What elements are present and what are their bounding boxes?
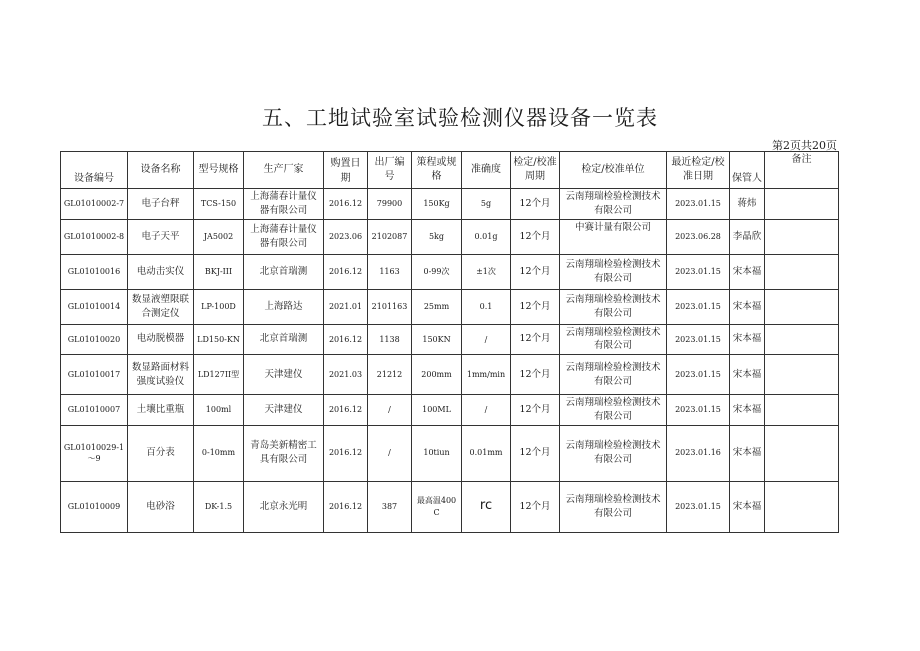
cell-accuracy: 0.01g	[462, 219, 511, 254]
cell-period: 12个月	[511, 425, 560, 481]
cell-name: 土壤比重瓶	[128, 395, 194, 426]
cell-model: LD150-KN	[194, 324, 244, 355]
cell-keeper: 蒋炜	[730, 189, 765, 220]
cell-model: 100ml	[194, 395, 244, 426]
cell-remark	[765, 189, 839, 220]
cell-remark	[765, 425, 839, 481]
cell-name: 电动脱模器	[128, 324, 194, 355]
cell-name: 电子台秤	[128, 189, 194, 220]
table-row	[61, 324, 839, 355]
header-accuracy: 准确度	[462, 152, 511, 189]
cell-last: 2023.01.15	[667, 289, 730, 324]
cell-unit: 云南翔瑞检验检测技术有限公司	[560, 355, 667, 395]
cell-unit: 云南翔瑞检验检测技术有限公司	[560, 481, 667, 532]
header-purchase: 购置日期	[324, 152, 368, 189]
cell-purchase: 2021.01	[324, 289, 368, 324]
cell-name: 数显液塑限联合测定仪	[128, 289, 194, 324]
cell-range: 0-99次	[412, 254, 462, 289]
cell-remark	[765, 289, 839, 324]
cell-maker: 上海路达	[244, 289, 324, 324]
cell-keeper: 宋本福	[730, 355, 765, 395]
cell-remark	[765, 481, 839, 532]
cell-serial: /	[368, 425, 412, 481]
header-row	[61, 152, 839, 189]
cell-range: 200mm	[412, 355, 462, 395]
cell-name: 数显路面材料强度试验仪	[128, 355, 194, 395]
equipment-table	[60, 151, 839, 533]
cell-last: 2023.01.15	[667, 324, 730, 355]
cell-code: GL01010029-1～9	[61, 425, 128, 481]
cell-period: 12个月	[511, 254, 560, 289]
cell-accuracy: ±1次	[462, 254, 511, 289]
cell-keeper: 宋本福	[730, 395, 765, 426]
cell-serial: 79900	[368, 189, 412, 220]
cell-purchase: 2016.12	[324, 189, 368, 220]
cell-keeper: 宋本福	[730, 425, 765, 481]
cell-unit: 云南翔瑞检验检测技术有限公司	[560, 425, 667, 481]
cell-model: LP-100D	[194, 289, 244, 324]
cell-keeper: 宋本福	[730, 254, 765, 289]
cell-code: GL01010016	[61, 254, 128, 289]
cell-serial: 2101163	[368, 289, 412, 324]
cell-serial: 2102087	[368, 219, 412, 254]
table-row	[61, 395, 839, 426]
header-code: 设备编号	[61, 152, 128, 189]
page-number: 第2页共20页	[772, 139, 837, 152]
cell-range: 25mm	[412, 289, 462, 324]
cell-unit: 云南翔瑞检验检测技术有限公司	[560, 395, 667, 426]
cell-range: 100ML	[412, 395, 462, 426]
cell-keeper: 宋本福	[730, 481, 765, 532]
cell-last: 2023.01.15	[667, 254, 730, 289]
cell-maker: 北京永光明	[244, 481, 324, 532]
cell-accuracy: /	[462, 395, 511, 426]
cell-serial: 1138	[368, 324, 412, 355]
cell-model: DK-1.5	[194, 481, 244, 532]
cell-maker: 天津建仪	[244, 355, 324, 395]
cell-code: GL01010007	[61, 395, 128, 426]
cell-purchase: 2016.12	[324, 481, 368, 532]
cell-remark	[765, 254, 839, 289]
cell-maker: 青岛美新精密工具有限公司	[244, 425, 324, 481]
table-row	[61, 189, 839, 220]
cell-purchase: 2016.12	[324, 395, 368, 426]
cell-range: 最高温400C	[412, 481, 462, 532]
cell-maker: 北京首瑞测	[244, 254, 324, 289]
cell-keeper: 宋本福	[730, 324, 765, 355]
cell-code: GL01010002-7	[61, 189, 128, 220]
cell-remark	[765, 324, 839, 355]
cell-remark	[765, 219, 839, 254]
cell-code: GL01010002-8	[61, 219, 128, 254]
cell-maker: 北京首瑞测	[244, 324, 324, 355]
cell-purchase: 2016.12	[324, 425, 368, 481]
cell-model: 0-10mm	[194, 425, 244, 481]
header-keeper: 保管人	[730, 152, 765, 189]
cell-period: 12个月	[511, 355, 560, 395]
header-maker: 生产厂家	[244, 152, 324, 189]
page-title: 五、工地试验室试验检测仪器设备一览表	[262, 106, 658, 130]
cell-purchase: 2016.12	[324, 324, 368, 355]
cell-accuracy: rc	[462, 481, 511, 532]
cell-period: 12个月	[511, 395, 560, 426]
cell-last: 2023.01.15	[667, 481, 730, 532]
cell-accuracy: 5g	[462, 189, 511, 220]
cell-model: JA5002	[194, 219, 244, 254]
header-range: 策程或规格	[412, 152, 462, 189]
cell-remark	[765, 395, 839, 426]
cell-name: 电子天平	[128, 219, 194, 254]
cell-code: GL01010017	[61, 355, 128, 395]
cell-accuracy: /	[462, 324, 511, 355]
header-serial: 出厂编号	[368, 152, 412, 189]
cell-unit: 云南翔瑞检验检测技术有限公司	[560, 254, 667, 289]
cell-code: GL01010020	[61, 324, 128, 355]
header-name: 设备名称	[128, 152, 194, 189]
cell-model: LD127II型	[194, 355, 244, 395]
table-row	[61, 355, 839, 395]
cell-code: GL01010009	[61, 481, 128, 532]
header-period: 检定/校准周期	[511, 152, 560, 189]
table-row	[61, 425, 839, 481]
cell-keeper: 宋本福	[730, 289, 765, 324]
cell-range: 5kg	[412, 219, 462, 254]
table-row	[61, 254, 839, 289]
cell-accuracy: 1mm/min	[462, 355, 511, 395]
cell-period: 12个月	[511, 324, 560, 355]
cell-last: 2023.01.15	[667, 355, 730, 395]
cell-remark	[765, 355, 839, 395]
cell-range: 150KN	[412, 324, 462, 355]
cell-purchase: 2023.06	[324, 219, 368, 254]
cell-period: 12个月	[511, 189, 560, 220]
cell-purchase: 2016.12	[324, 254, 368, 289]
cell-model: TCS-150	[194, 189, 244, 220]
cell-accuracy: 0.1	[462, 289, 511, 324]
cell-maker: 上海蒲春计量仪器有限公司	[244, 219, 324, 254]
cell-keeper: 李晶欣	[730, 219, 765, 254]
header-last: 最近检定/校准日期	[667, 152, 730, 189]
table-row	[61, 481, 839, 532]
header-remark: 备注	[765, 152, 839, 189]
cell-maker: 天津建仪	[244, 395, 324, 426]
cell-name: 百分表	[128, 425, 194, 481]
cell-purchase: 2021.03	[324, 355, 368, 395]
cell-unit: 中赛计量有限公司	[560, 219, 667, 254]
cell-unit: 云南翔瑞检验检测技术有限公司	[560, 289, 667, 324]
cell-serial: 1163	[368, 254, 412, 289]
cell-last: 2023.01.15	[667, 189, 730, 220]
cell-serial: 21212	[368, 355, 412, 395]
table-row	[61, 219, 839, 254]
cell-last: 2023.06.28	[667, 219, 730, 254]
cell-maker: 上海蒲春计量仪器有限公司	[244, 189, 324, 220]
header-unit: 检定/校准单位	[560, 152, 667, 189]
cell-code: GL01010014	[61, 289, 128, 324]
header-model: 型号规格	[194, 152, 244, 189]
cell-name: 电动击实仪	[128, 254, 194, 289]
cell-range: 150Kg	[412, 189, 462, 220]
cell-range: 10tiun	[412, 425, 462, 481]
cell-last: 2023.01.16	[667, 425, 730, 481]
cell-accuracy: 0.01mm	[462, 425, 511, 481]
cell-serial: /	[368, 395, 412, 426]
cell-period: 12个月	[511, 219, 560, 254]
cell-unit: 云南翔瑞检验检测技术有限公司	[560, 324, 667, 355]
cell-model: BKJ-III	[194, 254, 244, 289]
table-row	[61, 289, 839, 324]
cell-name: 电砂浴	[128, 481, 194, 532]
cell-serial: 387	[368, 481, 412, 532]
cell-period: 12个月	[511, 481, 560, 532]
cell-unit: 云南翔瑞检验检测技术有限公司	[560, 189, 667, 220]
cell-last: 2023.01.15	[667, 395, 730, 426]
cell-period: 12个月	[511, 289, 560, 324]
